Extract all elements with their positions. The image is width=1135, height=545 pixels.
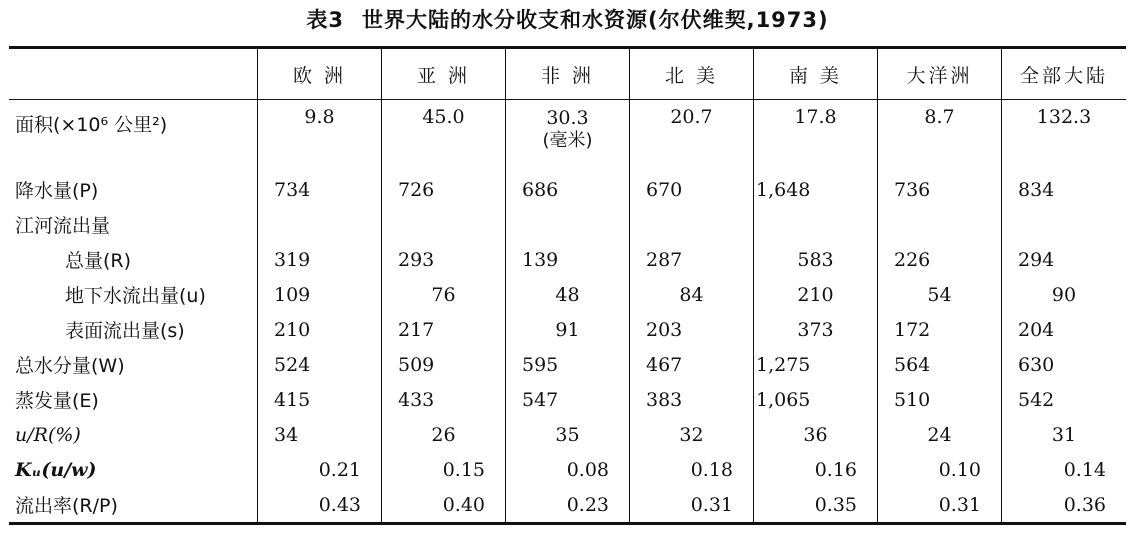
- table-row: [9, 312, 1126, 347]
- cell: 834: [1002, 172, 1127, 207]
- cell: [630, 207, 754, 242]
- cell: 9.8: [258, 100, 382, 173]
- cell: 0.31: [630, 487, 754, 524]
- cell: 226: [878, 242, 1002, 277]
- col-header-asia: 亚 洲: [382, 48, 506, 100]
- cell: 0.23: [506, 487, 630, 524]
- col-header-africa: 非 洲: [506, 48, 630, 100]
- cell: 0.31: [878, 487, 1002, 524]
- cell: 736: [878, 172, 1002, 207]
- cell: 467: [630, 347, 754, 382]
- table-title: 世界大陆的水分收支和水资源(尔伏维契,1973): [362, 8, 829, 32]
- table-row: [9, 277, 1126, 312]
- cell: 542: [1002, 382, 1127, 417]
- cell: 76: [382, 277, 506, 312]
- cell: 630: [1002, 347, 1127, 382]
- table-row: [9, 347, 1126, 382]
- cell: 203: [630, 312, 754, 347]
- cell: 0.16: [754, 452, 878, 487]
- cell: 510: [878, 382, 1002, 417]
- table-row: [9, 242, 1126, 277]
- cell: 90: [1002, 277, 1127, 312]
- table-number: 表3: [306, 8, 344, 32]
- cell: 509: [382, 347, 506, 382]
- cell: 1,065: [754, 382, 878, 417]
- col-header-south-america: 南 美: [754, 48, 878, 100]
- cell: 26: [382, 417, 506, 452]
- cell: [878, 207, 1002, 242]
- cell: 84: [630, 277, 754, 312]
- table-caption: [0, 4, 1135, 34]
- cell: 36: [754, 417, 878, 452]
- cell: 0.35: [754, 487, 878, 524]
- row-label-river-runoff: 江河流出量: [15, 215, 111, 237]
- cell: 45.0: [382, 100, 506, 173]
- table-row: [9, 100, 1126, 173]
- cell: 547: [506, 382, 630, 417]
- cell: 17.8: [754, 100, 878, 173]
- col-header-north-america: 北 美: [630, 48, 754, 100]
- cell: [1002, 207, 1127, 242]
- cell: 210: [754, 277, 878, 312]
- cell: 31: [1002, 417, 1127, 452]
- cell: 24: [878, 417, 1002, 452]
- cell: 583: [754, 242, 878, 277]
- cell: [382, 207, 506, 242]
- row-label-groundwater-runoff: 地下水流出量(u): [65, 285, 206, 307]
- row-label-u-over-r: u/R(%): [15, 423, 81, 446]
- cell: 734: [258, 172, 382, 207]
- table-row: [9, 382, 1126, 417]
- cell: 1,275: [754, 347, 878, 382]
- cell: 48: [506, 277, 630, 312]
- cell: 0.15: [382, 452, 506, 487]
- row-label-ku: Kᵤ(u/w): [15, 458, 97, 481]
- cell: 0.10: [878, 452, 1002, 487]
- cell: 0.43: [258, 487, 382, 524]
- col-header-europe: 欧 洲: [258, 48, 382, 100]
- water-balance-table: [9, 46, 1126, 525]
- cell: 686: [506, 172, 630, 207]
- cell: [258, 207, 382, 242]
- cell: 35: [506, 417, 630, 452]
- cell: [506, 100, 630, 173]
- cell: 433: [382, 382, 506, 417]
- header-row: [9, 48, 1126, 100]
- cell: 0.36: [1002, 487, 1127, 524]
- cell: 0.18: [630, 452, 754, 487]
- cell: 172: [878, 312, 1002, 347]
- cell: 34: [258, 417, 382, 452]
- table-row: [9, 207, 1126, 242]
- cell: 8.7: [878, 100, 1002, 173]
- row-label-precipitation: 降水量(P): [15, 180, 99, 202]
- cell: 294: [1002, 242, 1127, 277]
- cell: 32: [630, 417, 754, 452]
- row-label-total-runoff: 总量(R): [65, 250, 132, 272]
- cell: 564: [878, 347, 1002, 382]
- cell: 0.14: [1002, 452, 1127, 487]
- cell: 20.7: [630, 100, 754, 173]
- cell: 383: [630, 382, 754, 417]
- row-label-total-water: 总水分量(W): [15, 355, 125, 377]
- table-row: [9, 172, 1126, 207]
- cell: 132.3: [1002, 100, 1127, 173]
- cell: [506, 207, 630, 242]
- cell: 287: [630, 242, 754, 277]
- table-row: [9, 417, 1126, 452]
- cell: 0.08: [506, 452, 630, 487]
- row-label-surface-runoff: 表面流出量(s): [65, 320, 185, 342]
- corner-cell: [9, 48, 258, 100]
- cell: 0.21: [258, 452, 382, 487]
- unit-note: (毫米): [542, 130, 593, 151]
- cell: 595: [506, 347, 630, 382]
- cell: 204: [1002, 312, 1127, 347]
- row-label-evaporation: 蒸发量(E): [15, 390, 99, 412]
- cell: 1,648: [754, 172, 878, 207]
- cell: 54: [878, 277, 1002, 312]
- row-label-runoff-ratio: 流出率(R/P): [15, 495, 118, 517]
- row-label-area: 面积(×10⁶ 公里²): [15, 114, 168, 136]
- table-row: [9, 487, 1126, 524]
- cell: 373: [754, 312, 878, 347]
- cell: 726: [382, 172, 506, 207]
- cell: 91: [506, 312, 630, 347]
- cell: 210: [258, 312, 382, 347]
- col-header-all-continents: 全部大陆: [1002, 48, 1127, 100]
- cell: 217: [382, 312, 506, 347]
- cell: 0.40: [382, 487, 506, 524]
- cell: 524: [258, 347, 382, 382]
- cell: 139: [506, 242, 630, 277]
- cell: 415: [258, 382, 382, 417]
- cell-value: 30.3: [546, 107, 589, 129]
- table-row: [9, 452, 1126, 487]
- cell: [754, 207, 878, 242]
- cell: 109: [258, 277, 382, 312]
- cell: 319: [258, 242, 382, 277]
- cell: 670: [630, 172, 754, 207]
- col-header-oceania: 大洋洲: [878, 48, 1002, 100]
- cell: 293: [382, 242, 506, 277]
